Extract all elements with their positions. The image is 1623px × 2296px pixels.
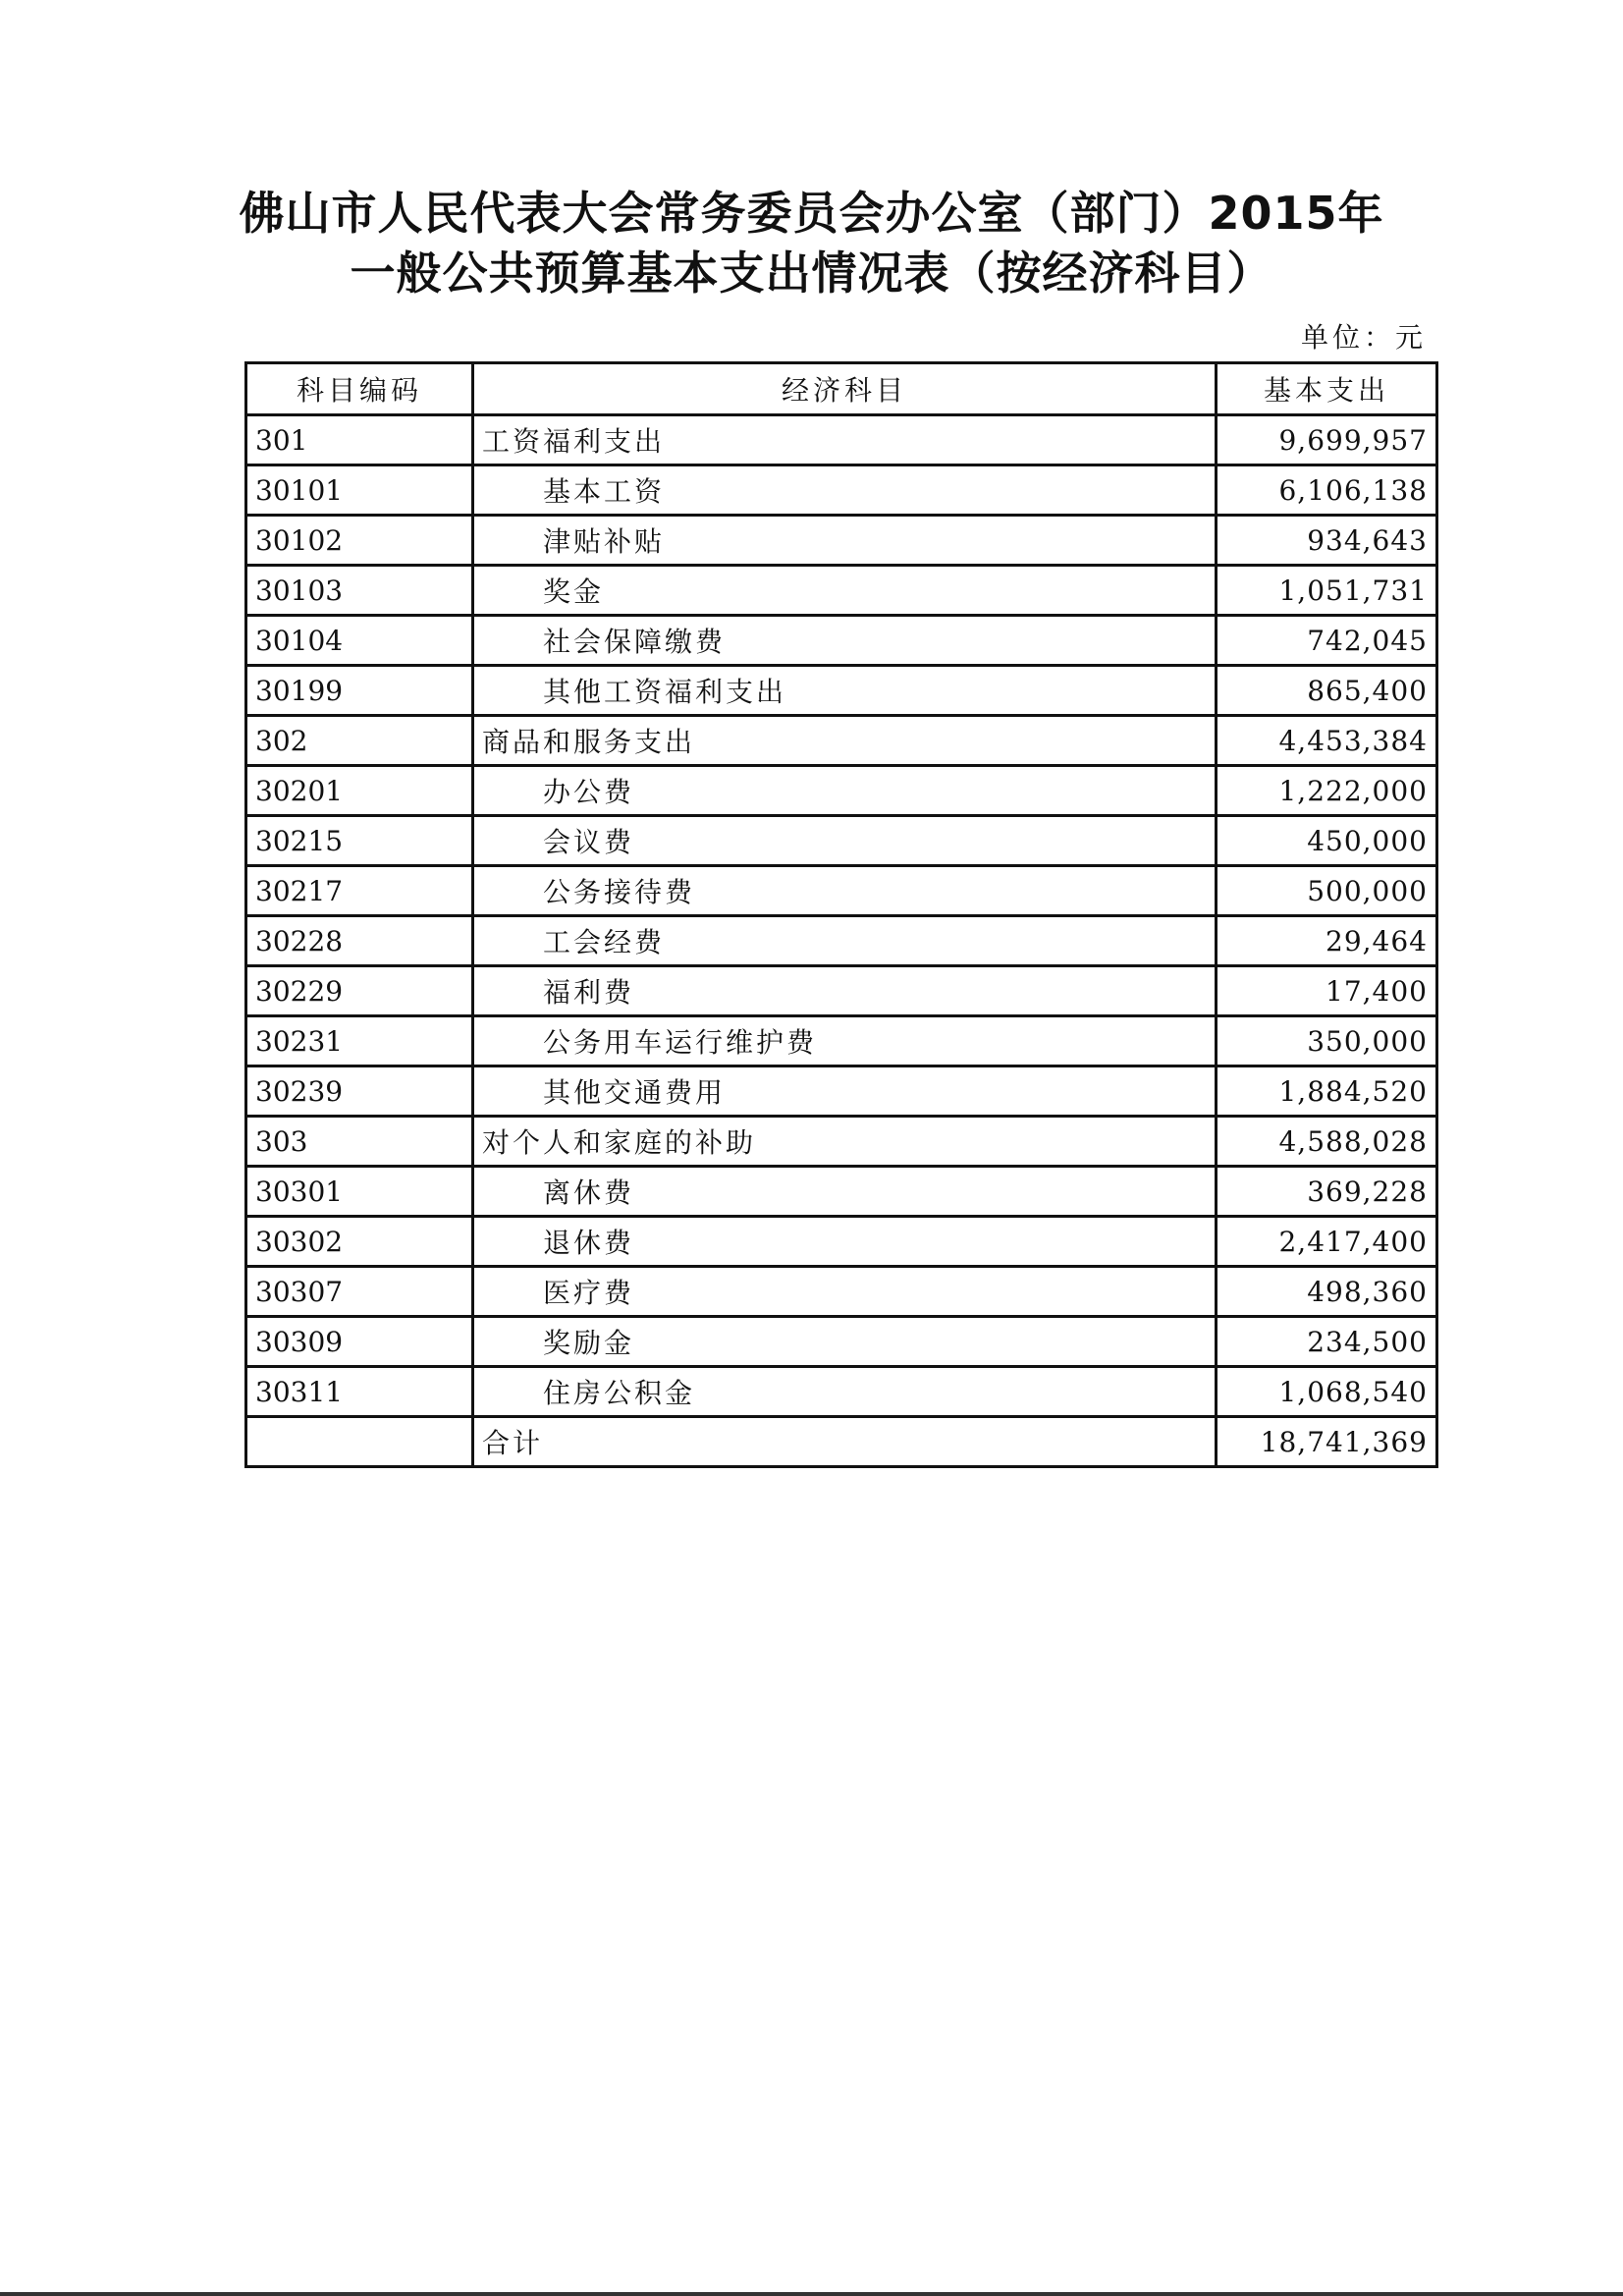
row-economic-item: 奖金	[473, 566, 1217, 616]
row-economic-item: 工会经费	[473, 916, 1217, 966]
table-row	[246, 1167, 1437, 1217]
table-row	[246, 1267, 1437, 1317]
budget-table	[244, 361, 1438, 1468]
row-amount: 498,360	[1217, 1267, 1437, 1317]
table-row	[246, 766, 1437, 816]
row-amount: 4,588,028	[1217, 1117, 1437, 1167]
row-economic-item: 社会保障缴费	[473, 616, 1217, 666]
row-code: 30311	[246, 1367, 473, 1417]
row-code: 30101	[246, 465, 473, 516]
row-economic-item: 津贴补贴	[473, 516, 1217, 566]
row-code: 30217	[246, 866, 473, 916]
table-row	[246, 866, 1437, 916]
table-row	[246, 516, 1437, 566]
row-code: 303	[246, 1117, 473, 1167]
table-row	[246, 1367, 1437, 1417]
document-title-line-1: 佛山市人民代表大会常务委员会办公室（部门）2015年	[239, 187, 1384, 240]
total-amount: 18,741,369	[1217, 1417, 1437, 1467]
row-amount: 1,051,731	[1217, 566, 1437, 616]
row-economic-item: 公务用车运行维护费	[473, 1016, 1217, 1066]
row-code: 30307	[246, 1267, 473, 1317]
row-economic-item: 离休费	[473, 1167, 1217, 1217]
row-code: 302	[246, 716, 473, 766]
row-economic-item: 会议费	[473, 816, 1217, 866]
table-row	[246, 566, 1437, 616]
table-row	[246, 415, 1437, 465]
table-row	[246, 465, 1437, 516]
row-amount: 1,884,520	[1217, 1066, 1437, 1117]
total-row	[246, 1417, 1437, 1467]
row-code: 30228	[246, 916, 473, 966]
row-economic-item: 对个人和家庭的补助	[473, 1117, 1217, 1167]
row-code: 30103	[246, 566, 473, 616]
row-economic-item: 医疗费	[473, 1267, 1217, 1317]
row-economic-item: 办公费	[473, 766, 1217, 816]
row-code: 30229	[246, 966, 473, 1016]
total-label: 合计	[473, 1417, 1217, 1467]
row-amount: 865,400	[1217, 666, 1437, 716]
row-amount: 1,222,000	[1217, 766, 1437, 816]
row-economic-item: 退休费	[473, 1217, 1217, 1267]
table-row	[246, 1117, 1437, 1167]
row-code: 30239	[246, 1066, 473, 1117]
row-economic-item: 奖励金	[473, 1317, 1217, 1367]
row-economic-item: 其他工资福利支出	[473, 666, 1217, 716]
row-economic-item: 福利费	[473, 966, 1217, 1016]
row-amount: 4,453,384	[1217, 716, 1437, 766]
table-row	[246, 716, 1437, 766]
row-code: 30215	[246, 816, 473, 866]
row-code: 30231	[246, 1016, 473, 1066]
row-amount: 934,643	[1217, 516, 1437, 566]
table-header-row	[246, 363, 1437, 415]
table-row	[246, 916, 1437, 966]
row-amount: 350,000	[1217, 1016, 1437, 1066]
header-code: 科目编码	[246, 363, 473, 415]
total-code	[246, 1417, 473, 1467]
table-row	[246, 666, 1437, 716]
row-economic-item: 基本工资	[473, 465, 1217, 516]
table-row	[246, 966, 1437, 1016]
scan-edge-line	[0, 2292, 1623, 2296]
row-economic-item: 其他交通费用	[473, 1066, 1217, 1117]
row-code: 30309	[246, 1317, 473, 1367]
row-code: 30302	[246, 1217, 473, 1267]
row-amount: 1,068,540	[1217, 1367, 1437, 1417]
row-code: 30301	[246, 1167, 473, 1217]
row-code: 30102	[246, 516, 473, 566]
row-economic-item: 商品和服务支出	[473, 716, 1217, 766]
row-amount: 6,106,138	[1217, 465, 1437, 516]
row-amount: 2,417,400	[1217, 1217, 1437, 1267]
row-amount: 29,464	[1217, 916, 1437, 966]
row-code: 30199	[246, 666, 473, 716]
row-amount: 500,000	[1217, 866, 1437, 916]
row-amount: 234,500	[1217, 1317, 1437, 1367]
header-economic-item: 经济科目	[473, 363, 1217, 415]
table-row	[246, 1066, 1437, 1117]
row-code: 30104	[246, 616, 473, 666]
table-row	[246, 1217, 1437, 1267]
row-amount: 450,000	[1217, 816, 1437, 866]
row-amount: 9,699,957	[1217, 415, 1437, 465]
header-basic-expenditure: 基本支出	[1217, 363, 1437, 415]
row-economic-item: 住房公积金	[473, 1367, 1217, 1417]
row-amount: 369,228	[1217, 1167, 1437, 1217]
row-code: 30201	[246, 766, 473, 816]
table-row	[246, 616, 1437, 666]
row-economic-item: 公务接待费	[473, 866, 1217, 916]
row-amount: 17,400	[1217, 966, 1437, 1016]
table-row	[246, 816, 1437, 866]
row-code: 301	[246, 415, 473, 465]
unit-label: 单位：元	[1300, 321, 1427, 354]
row-amount: 742,045	[1217, 616, 1437, 666]
table-row	[246, 1016, 1437, 1066]
document-title-line-2: 一般公共预算基本支出情况表（按经济科目）	[350, 246, 1273, 300]
table-body	[246, 415, 1437, 1467]
table-row	[246, 1317, 1437, 1367]
row-economic-item: 工资福利支出	[473, 415, 1217, 465]
